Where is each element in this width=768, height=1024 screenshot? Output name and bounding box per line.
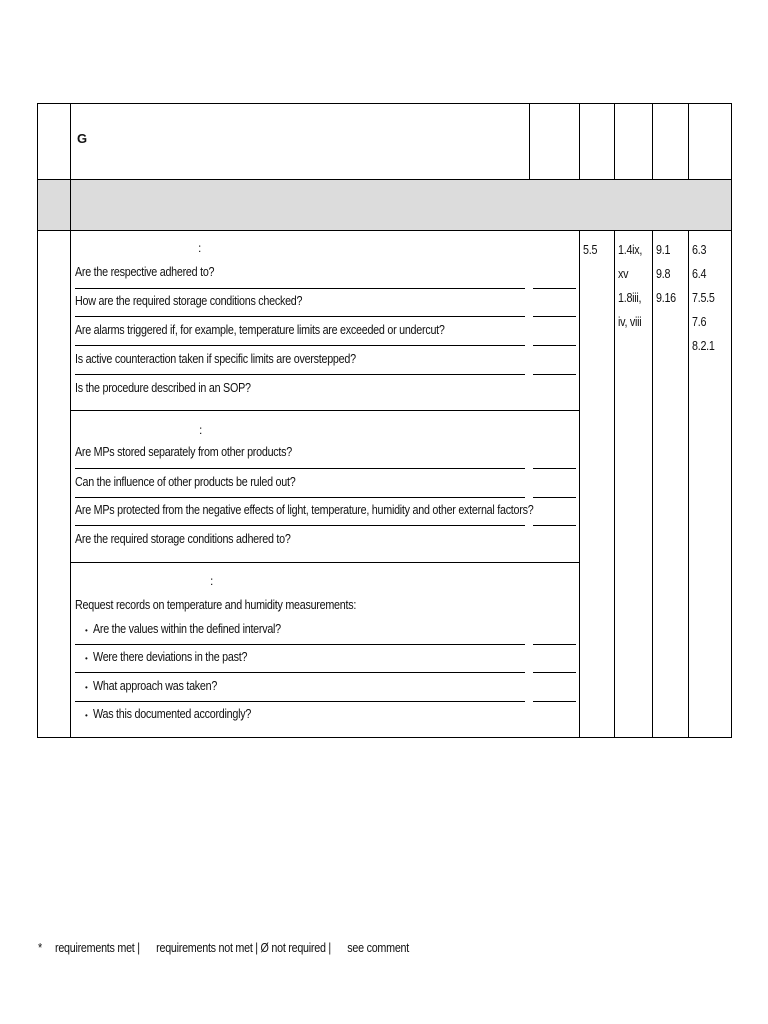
question-underline — [75, 672, 525, 673]
question-text: Are the respective adhered to? — [75, 265, 215, 279]
row-divider — [37, 179, 732, 180]
bullet-question: What approach was taken? — [93, 679, 218, 693]
section-letter: G — [77, 131, 88, 146]
question-underline — [75, 316, 525, 317]
bullet-question: Are the values within the defined interval? — [93, 622, 281, 636]
question-text: Are the required storage conditions adhered to? — [75, 532, 291, 546]
answer-line[interactable] — [533, 468, 576, 469]
question-text: Can the influence of other products be ruled out? — [75, 475, 296, 489]
question-underline — [75, 497, 525, 498]
column-divider — [579, 230, 580, 738]
answer-line[interactable] — [533, 701, 576, 702]
answer-line[interactable] — [533, 316, 576, 317]
block-heading-colon: : — [210, 574, 214, 588]
question-underline — [75, 701, 525, 702]
column-divider — [529, 103, 530, 180]
question-text: Are alarms triggered if, for example, temperature limits are exceeded or undercut? — [75, 323, 445, 337]
answer-line[interactable] — [533, 525, 576, 526]
answer-line[interactable] — [533, 672, 576, 673]
column-divider — [614, 230, 615, 738]
section-header-band — [38, 180, 731, 230]
footer-legend: requirements met | requirements not met | Ø not required | see comment — [55, 941, 409, 955]
bullet-icon: • — [85, 626, 88, 635]
question-text: Is active counteraction taken if specific limits are overstepped? — [75, 352, 356, 366]
question-underline — [75, 468, 525, 469]
column-divider — [652, 103, 653, 180]
answer-line[interactable] — [533, 644, 576, 645]
row-divider — [37, 230, 732, 231]
question-text: How are the required storage conditions checked? — [75, 294, 303, 308]
column-divider — [579, 103, 580, 180]
answer-line[interactable] — [533, 497, 576, 498]
block-heading-colon: : — [199, 423, 203, 437]
footer-star: * — [38, 941, 42, 955]
bullet-icon: • — [85, 683, 88, 692]
reference-col-3: 9.1 9.8 9.16 — [656, 243, 676, 305]
answer-line[interactable] — [533, 345, 576, 346]
reference-col-4: 6.3 6.4 7.5.5 7.6 8.2.1 — [692, 243, 715, 353]
block-divider — [70, 410, 580, 411]
intro-text: Request records on temperature and humidity measurements: — [75, 598, 357, 612]
answer-line[interactable] — [533, 374, 576, 375]
question-text: Are MPs protected from the negative effects of light, temperature, humidity and other external factors? — [75, 503, 534, 517]
question-underline — [75, 525, 525, 526]
reference-col-2: 1.4ix, xv 1.8iii, iv, viii — [618, 243, 643, 329]
bullet-icon: • — [85, 654, 88, 663]
answer-line[interactable] — [533, 288, 576, 289]
bullet-icon: • — [85, 711, 88, 720]
reference-col-1: 5.5 — [583, 243, 598, 257]
question-underline — [75, 288, 525, 289]
bullet-question: Were there deviations in the past? — [93, 650, 248, 664]
question-underline — [75, 374, 525, 375]
block-divider — [70, 562, 580, 563]
question-underline — [75, 644, 525, 645]
column-divider — [688, 230, 689, 738]
column-divider — [70, 103, 71, 738]
column-divider — [652, 230, 653, 738]
question-text: Is the procedure described in an SOP? — [75, 381, 251, 395]
question-underline — [75, 345, 525, 346]
block-heading-colon: : — [198, 241, 202, 255]
question-text: Are MPs stored separately from other products? — [75, 445, 292, 459]
column-divider — [688, 103, 689, 180]
column-divider — [614, 103, 615, 180]
bullet-question: Was this documented accordingly? — [93, 707, 252, 721]
